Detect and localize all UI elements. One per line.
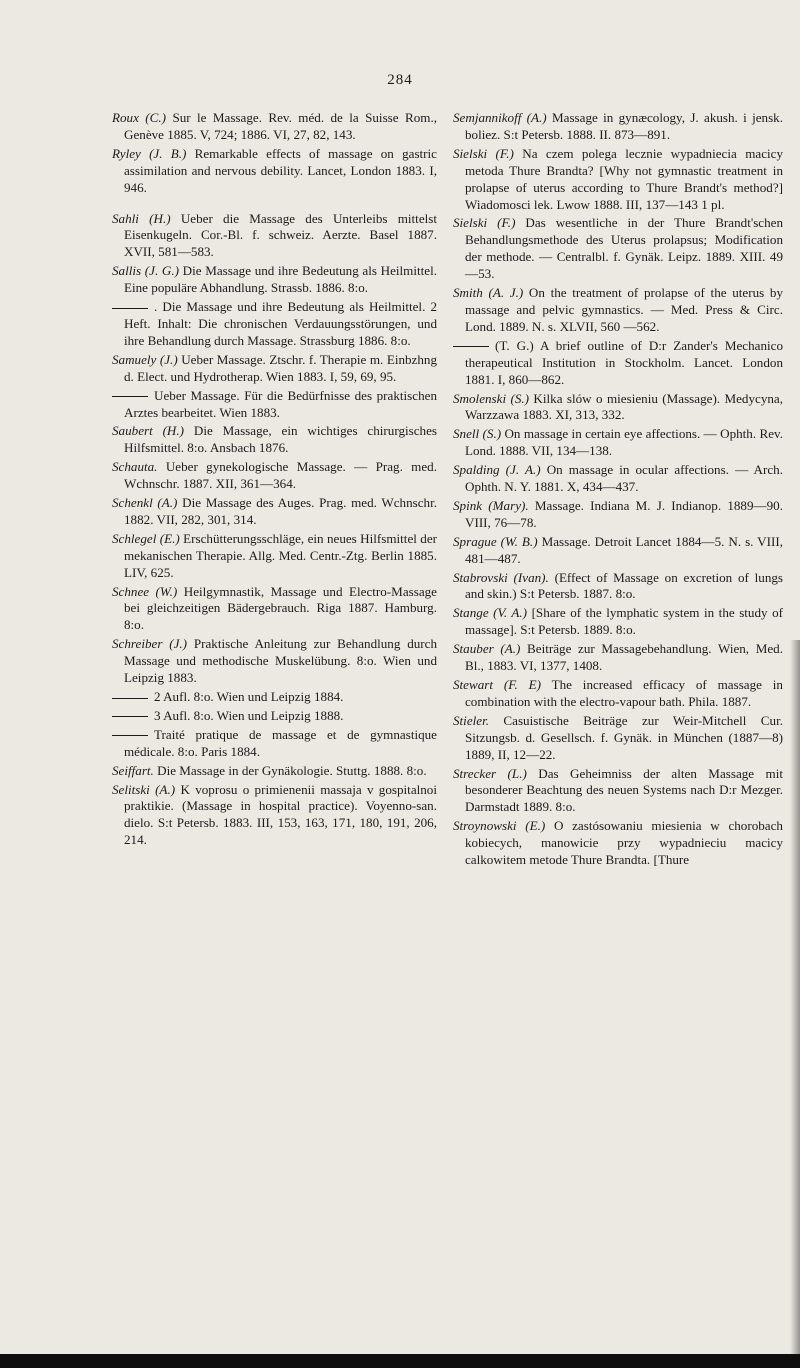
entry-author: Stewart (F. E) <box>453 677 541 692</box>
bib-entry <box>453 285 783 336</box>
entry-author: Saubert (H.) <box>112 423 185 439</box>
entry-author: Roux (C.) <box>112 110 167 125</box>
bib-entry <box>453 605 783 639</box>
page-number: 284 <box>387 72 413 88</box>
bib-entry <box>453 641 783 675</box>
entry-text: Ueber Massage. Ztschr. f. Therapie m. Einbzhng d. Elect. und Hydrotherap. Wien 1883. I, 59, 69, 95. <box>124 351 437 384</box>
entry-text: 3 Aufl. 8:o. Wien und Leipzig 1888. <box>154 707 344 723</box>
bib-entry <box>453 818 783 869</box>
entry-author: Schreiber (J.) <box>112 636 188 652</box>
entry-author: Sprague (W. B.) <box>453 533 538 549</box>
bottom-scan-border <box>0 1354 800 1368</box>
entry-text: Die Massage des Auges. Prag. med. Wchnschr. 1882. VII, 282, 301, 314. <box>124 495 437 527</box>
bib-entry <box>112 352 437 386</box>
entry-text: Casuistische Beiträge zur Weir-Mitchell Cur. Sitzungsb. d. Gesellsch. f. Gynäk. in München (1887—8) 1889, II, 12—22. <box>465 712 783 762</box>
bib-entry <box>453 338 783 389</box>
entry-text: Die Massage in der Gynäkologie. Stuttg. 1888. 8:o. <box>157 762 427 778</box>
bibliography-left-column <box>112 110 437 851</box>
ditto-dash <box>112 396 148 397</box>
bib-entry <box>453 534 783 568</box>
entry-text: On massage in ocular affections. — Arch. Ophth. N. Y. 1881. X, 434—437. <box>465 462 783 495</box>
entry-author: Stange (V. A.) <box>453 605 528 621</box>
entry-text: Ueber die Massage des Unterleibs mittelst Eisenkugeln. Cor.-Bl. f. schweiz. Aerzte. Basel 1887. XVII, 581—583. <box>124 210 438 260</box>
entry-text: Na czem polega lecznie wypadniecia macicy metoda Thure Brandta? [Why not gymnastic treatment in prolapse of uterus according to Thure Brandt's method?] Wiadomosci lek. Lwow 1888. III, 137—143 1 pl. <box>465 145 783 212</box>
bib-entry <box>112 388 437 422</box>
bib-entry <box>453 713 783 764</box>
entry-author: Schenkl (A.) <box>112 495 178 511</box>
bib-entry <box>112 727 437 761</box>
bib-entry <box>453 146 783 214</box>
bib-entry <box>453 391 783 425</box>
bib-entry <box>453 215 783 283</box>
entry-text: Traité pratique de massage et de gymnastique médicale. 8:o. Paris 1884. <box>124 726 437 759</box>
entry-text: . Die Massage und ihre Bedeutung als Heilmittel. 2 Heft. Inhalt: Die chronischen Verdauungsstörungen, und ihre Behandlung durch Massage. Strassburg 1886. 8:o. <box>124 299 437 348</box>
entry-author: Snell (S.) <box>453 426 502 442</box>
entry-author: Stroynowski (E.) <box>453 818 546 834</box>
ditto-dash <box>112 698 148 699</box>
entry-author: Seiffart. <box>112 762 154 778</box>
bib-entry <box>112 763 437 780</box>
bib-entry <box>453 426 783 460</box>
entry-text: The increased efficacy of massage in combination with the electro-vapour bath. Phila. 1887. <box>465 677 783 709</box>
entry-author: Spink (Mary). <box>453 497 529 513</box>
entry-author: Stabrovski (Ivan). <box>453 569 549 585</box>
bib-entry <box>112 584 437 635</box>
entry-text: On the treatment of prolapse of the uterus by massage and pelvic gymnastics. — Med. Press & Circ. Lond. 1889. N. s. XLVII, 560 —562. <box>465 285 783 334</box>
ditto-dash <box>112 716 148 717</box>
entry-text: On massage in certain eye affections. — Ophth. Rev. Lond. 1888. VII, 134—138. <box>465 426 784 459</box>
bibliography-right-column <box>453 110 783 871</box>
ditto-dash <box>112 735 148 736</box>
entry-author: Sielski (F.) <box>453 215 516 231</box>
bib-entry <box>453 677 783 711</box>
bib-entry <box>453 570 783 604</box>
entry-text: 2 Aufl. 8:o. Wien und Leipzig 1884. <box>154 689 344 704</box>
bib-entry <box>112 299 437 350</box>
bib-entry <box>112 423 437 457</box>
ditto-dash <box>112 308 148 309</box>
bib-entry <box>112 495 437 529</box>
entry-author: Sallis (J. G.) <box>112 263 179 279</box>
entry-text: (T. G.) A brief outline of D:r Zander's Mechanico therapeutical Institution in Stockholm. Lancet. London 1881. I, 860—862. <box>465 337 783 387</box>
entry-text: Beiträge zur Massagebehandlung. Wien, Med. Bl., 1883. VI, 1377, 1408. <box>465 641 784 674</box>
entry-text: Massage in gynæcology, J. akush. i jensk. boliez. S:t Petersb. 1888. II. 873—891. <box>465 110 783 142</box>
entry-text: Massage. Detroit Lancet 1884—5. N. s. VIII, 481—487. <box>465 533 783 566</box>
bib-entry <box>453 766 783 817</box>
entry-author: Schauta. <box>112 459 158 475</box>
entry-text: K voprosu o primienenii massaja v gospitalnoi praktikie. (Massage in hospital practice). Voyenno-san. dielo. S:t Petersb. 1883. III, 153, 163, 171, 180, 191, 206, 214. <box>124 781 437 848</box>
entry-author: Selitski (A.) <box>112 781 176 797</box>
entry-author: Smolenski (S.) <box>453 390 530 406</box>
entry-text: Heilgymnastik, Massage und Electro-Massage bei gleichzeitigen Bädergebrauch. Riga 1887. Hamburg. 8:o. <box>124 583 437 633</box>
entry-author: Stieler. <box>453 712 490 728</box>
entry-text: Ueber Massage. Für die Bedürfnisse des praktischen Arztes bearbeitet. Wien 1883. <box>124 387 437 420</box>
entry-author: Samuely (J.) <box>112 351 178 367</box>
bib-entry <box>112 110 437 144</box>
bib-entry <box>112 531 437 582</box>
page-edge-shadow <box>790 640 800 1354</box>
entry-author: Smith (A. J.) <box>453 285 524 301</box>
bib-entry <box>453 462 783 496</box>
entry-text: O zastósowaniu miesienia w chorobach kobiecych, manowicie przy wypadnieciu macicy calkowitem metode Thure Brandta. [Thure <box>465 818 783 868</box>
entry-text: Ueber gynekologische Massage. — Prag. med. Wchnschr. 1887. XII, 361—364. <box>124 459 438 492</box>
entry-author: Schlegel (E.) <box>112 530 180 546</box>
ditto-dash <box>453 346 489 347</box>
entry-text: Das Geheimniss der alten Massage mit besonderer Beachtung des neuen Systems nach D:r Mezger. Darmstadt 1889. 8:o. <box>465 765 783 815</box>
entry-author: Stauber (A.) <box>453 641 521 657</box>
bib-entry <box>112 146 437 197</box>
entry-text: Praktische Anleitung zur Behandlung durch Massage und methodische Muskelübung. 8:o. Wien und Leipzig 1883. <box>124 636 438 686</box>
entry-author: Strecker (L.) <box>453 765 527 781</box>
entry-text: Sur le Massage. Rev. méd. de la Suisse Rom., Genève 1885. V, 724; 1886. VI, 27, 82, 143. <box>124 110 437 142</box>
bib-entry <box>112 459 437 493</box>
entry-author: Sielski (F.) <box>453 145 514 161</box>
entry-text: Die Massage, ein wichtiges chirurgisches Hilfsmittel. 8:o. Ansbach 1876. <box>124 423 437 456</box>
entry-author: Schnee (W.) <box>112 583 178 599</box>
bib-entry <box>112 263 437 297</box>
bib-entry <box>112 782 437 850</box>
bib-entry <box>112 211 437 262</box>
bib-entry <box>453 498 783 532</box>
bib-entry <box>112 636 437 687</box>
entry-author: Spalding (J. A.) <box>453 462 541 478</box>
entry-author: Semjannikoff (A.) <box>453 110 547 125</box>
entry-author: Sahli (H.) <box>112 210 171 226</box>
entry-author: Ryley (J. B.) <box>112 145 187 161</box>
entry-text: [Share of the lymphatic system in the study of massage]. S:t Petersb. 1889. 8:o. <box>465 605 784 638</box>
entry-text: Kilka slów o miesieniu (Massage). Medycyna, Warzzawa 1883. XI, 313, 332. <box>465 390 784 423</box>
entry-text: Die Massage und ihre Bedeutung als Heilmittel. Eine populäre Abhandlung. Strassb. 1886. 8:o. <box>124 263 438 296</box>
bib-entry <box>112 689 437 706</box>
entry-text: (Effect of Massage on excretion of lungs and skin.) S:t Petersb. 1887. 8:o. <box>465 569 784 602</box>
entry-text: Erschütterungsschläge, ein neues Hilfsmittel der mekanischen Therapie. Allg. Med. Centr.-Ztg. Berlin 1885. LIV, 625. <box>124 530 437 580</box>
bib-entry <box>112 708 437 725</box>
entry-text: Massage. Indiana M. J. Indianop. 1889—90. VIII, 76—78. <box>465 497 783 530</box>
bib-entry <box>453 110 783 144</box>
entry-text: Das wesentliche in der Thure Brandt'schen Behandlungsmethode des Uterus prolapsus; Modification der methode. — Centralbl. f. Gynäk. Leipz. 1889. XIII. 49—53. <box>465 215 784 282</box>
entry-text: Remarkable effects of massage on gastric assimilation and nervous debility. Lancet, London 1883. I, 946. <box>124 145 437 195</box>
